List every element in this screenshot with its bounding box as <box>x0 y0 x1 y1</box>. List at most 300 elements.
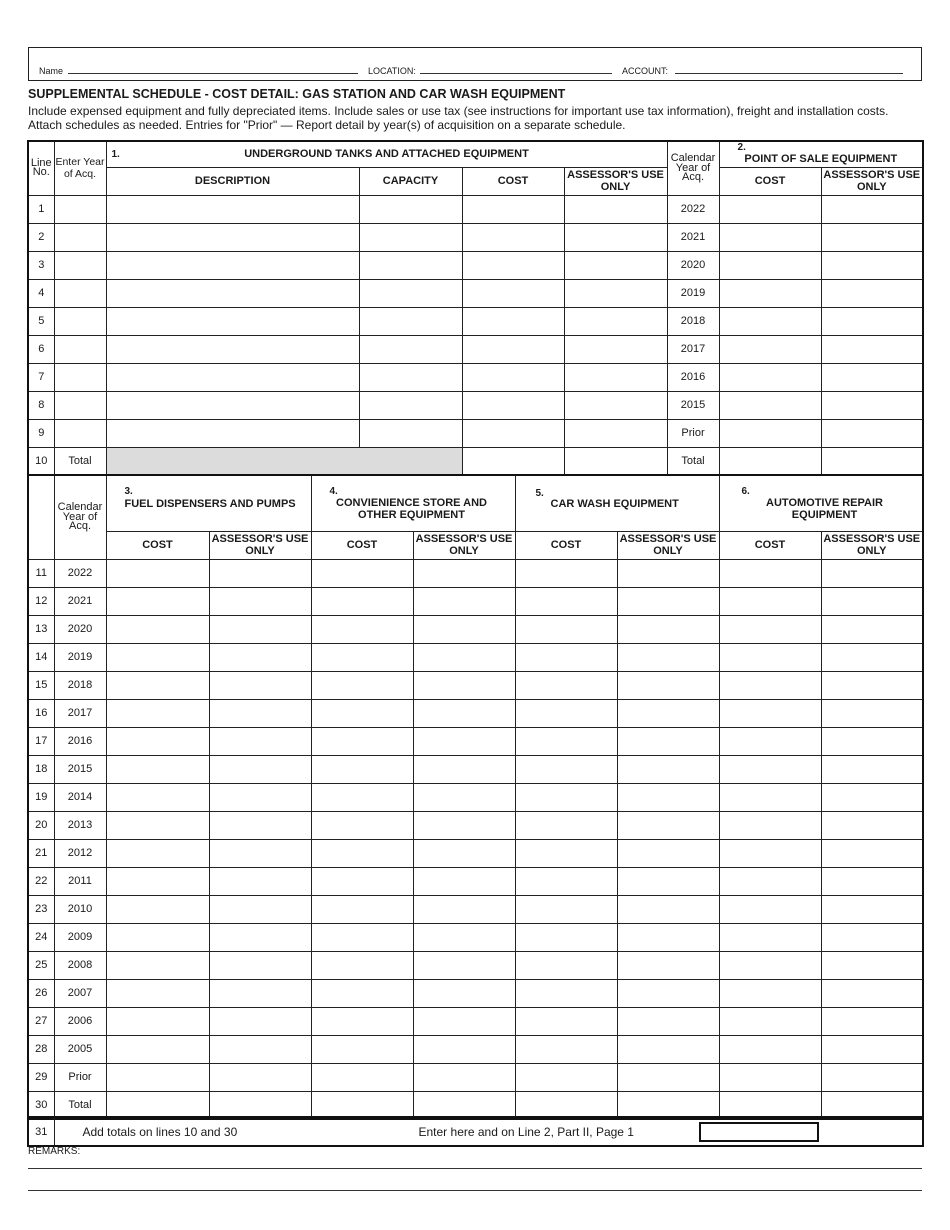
car-wash-assessor-input[interactable] <box>618 988 719 999</box>
fuel-dispensers-cost-cell[interactable] <box>106 755 209 783</box>
line-31-total-input[interactable] <box>701 1124 821 1142</box>
tank-assessor-input[interactable] <box>565 344 667 355</box>
auto-repair-assessor-cell[interactable] <box>821 755 923 783</box>
auto-repair-cost-cell[interactable] <box>719 951 821 979</box>
fuel-dispensers-cost-cell[interactable] <box>106 1007 209 1035</box>
tank-cost-cell[interactable] <box>462 223 564 251</box>
car-wash-assessor-input[interactable] <box>618 1016 719 1027</box>
car-wash-assessor-input[interactable] <box>618 1072 719 1083</box>
pos-assessor-input[interactable] <box>822 316 923 327</box>
convenience-store-assessor-cell[interactable] <box>413 951 515 979</box>
convenience-store-assessor-cell[interactable] <box>413 699 515 727</box>
convenience-store-cost-cell[interactable] <box>311 867 413 895</box>
convenience-store-cost-cell[interactable] <box>311 1063 413 1091</box>
auto-repair-cost-cell[interactable] <box>719 783 821 811</box>
convenience-store-assessor-input[interactable] <box>414 708 515 719</box>
account-input[interactable] <box>675 60 903 73</box>
car-wash-assessor-input[interactable] <box>618 568 719 579</box>
tank-assessor-input[interactable] <box>565 316 667 327</box>
auto-repair-assessor-input[interactable] <box>822 1072 923 1083</box>
tank-assessor-input[interactable] <box>565 204 667 215</box>
fuel-dispensers-assessor-cell[interactable] <box>209 615 311 643</box>
tank-cost-cell[interactable] <box>462 251 564 279</box>
car-wash-assessor-input[interactable] <box>618 960 719 971</box>
convenience-store-cost-input[interactable] <box>312 680 413 691</box>
auto-repair-cost-input[interactable] <box>720 736 821 747</box>
car-wash-assessor-cell[interactable] <box>617 1007 719 1035</box>
tank-cost-input[interactable] <box>463 232 564 243</box>
fuel-dispensers-assessor-input[interactable] <box>210 988 311 999</box>
pos-assessor-input[interactable] <box>822 260 923 271</box>
car-wash-cost-cell[interactable] <box>515 811 617 839</box>
auto-repair-assessor-input[interactable] <box>822 960 923 971</box>
convenience-store-assessor-input[interactable] <box>414 932 515 943</box>
car-wash-cost-input[interactable] <box>516 708 617 719</box>
convenience-store-cost-cell[interactable] <box>311 615 413 643</box>
auto-repair-cost-cell[interactable] <box>719 727 821 755</box>
description-input[interactable] <box>107 232 359 243</box>
convenience-store-cost-input[interactable] <box>312 988 413 999</box>
car-wash-cost-input[interactable] <box>516 652 617 663</box>
car-wash-cost-cell[interactable] <box>515 951 617 979</box>
auto-repair-assessor-cell[interactable] <box>821 923 923 951</box>
convenience-store-cost-cell[interactable] <box>311 755 413 783</box>
fuel-dispensers-cost-cell[interactable] <box>106 615 209 643</box>
car-wash-cost-cell[interactable] <box>515 727 617 755</box>
auto-repair-assessor-cell[interactable] <box>821 1063 923 1091</box>
pos-assessor-input[interactable] <box>822 344 923 355</box>
convenience-store-assessor-input[interactable] <box>414 596 515 607</box>
car-wash-cost-cell[interactable] <box>515 671 617 699</box>
auto-repair-assessor-cell[interactable] <box>821 587 923 615</box>
car-wash-cost-input[interactable] <box>516 932 617 943</box>
car-wash-cost-cell[interactable] <box>515 1091 617 1119</box>
fuel-dispensers-cost-input[interactable] <box>107 736 209 747</box>
auto-repair-assessor-input[interactable] <box>822 1044 923 1055</box>
car-wash-assessor-cell[interactable] <box>617 1063 719 1091</box>
fuel-dispensers-assessor-cell[interactable] <box>209 1091 311 1119</box>
car-wash-assessor-cell[interactable] <box>617 699 719 727</box>
pos-assessor-input[interactable] <box>822 232 923 243</box>
fuel-dispensers-assessor-input[interactable] <box>210 904 311 915</box>
pos-assessor-input[interactable] <box>822 400 923 411</box>
convenience-store-cost-input[interactable] <box>312 568 413 579</box>
pos-cost-cell[interactable] <box>719 363 821 391</box>
fuel-dispensers-assessor-cell[interactable] <box>209 587 311 615</box>
tank-assessor-input[interactable] <box>565 400 667 411</box>
auto-repair-assessor-cell[interactable] <box>821 951 923 979</box>
convenience-store-cost-cell[interactable] <box>311 1091 413 1119</box>
description-input[interactable] <box>107 400 359 411</box>
convenience-store-cost-cell[interactable] <box>311 783 413 811</box>
year-of-acq-input[interactable] <box>55 316 106 327</box>
fuel-dispensers-assessor-cell[interactable] <box>209 951 311 979</box>
convenience-store-assessor-input[interactable] <box>414 1016 515 1027</box>
fuel-dispensers-assessor-input[interactable] <box>210 820 311 831</box>
car-wash-assessor-cell[interactable] <box>617 671 719 699</box>
fuel-dispensers-assessor-input[interactable] <box>210 1044 311 1055</box>
fuel-dispensers-assessor-input[interactable] <box>210 1100 311 1111</box>
pos-total-assessor-cell[interactable] <box>821 447 923 475</box>
total-cost-cell[interactable] <box>462 447 564 475</box>
year-of-acq-input[interactable] <box>55 372 106 383</box>
capacity-input[interactable] <box>360 344 462 355</box>
car-wash-cost-input[interactable] <box>516 904 617 915</box>
car-wash-assessor-input[interactable] <box>618 596 719 607</box>
fuel-dispensers-assessor-input[interactable] <box>210 960 311 971</box>
auto-repair-cost-cell[interactable] <box>719 839 821 867</box>
fuel-dispensers-assessor-cell[interactable] <box>209 1063 311 1091</box>
tank-cost-cell[interactable] <box>462 307 564 335</box>
pos-total-cost-cell[interactable] <box>719 447 821 475</box>
fuel-dispensers-cost-input[interactable] <box>107 568 209 579</box>
convenience-store-cost-input[interactable] <box>312 596 413 607</box>
fuel-dispensers-cost-cell[interactable] <box>106 559 209 587</box>
capacity-cell[interactable] <box>359 223 462 251</box>
tank-assessor-input[interactable] <box>565 428 667 439</box>
auto-repair-assessor-input[interactable] <box>822 820 923 831</box>
pos-cost-cell[interactable] <box>719 195 821 223</box>
capacity-input[interactable] <box>360 232 462 243</box>
year-of-acq-cell[interactable] <box>54 363 106 391</box>
auto-repair-assessor-cell[interactable] <box>821 811 923 839</box>
convenience-store-assessor-cell[interactable] <box>413 643 515 671</box>
description-cell[interactable] <box>106 363 359 391</box>
name-input[interactable] <box>68 60 358 73</box>
auto-repair-cost-input[interactable] <box>720 1044 821 1055</box>
fuel-dispensers-cost-input[interactable] <box>107 904 209 915</box>
fuel-dispensers-cost-input[interactable] <box>107 680 209 691</box>
description-input[interactable] <box>107 428 359 439</box>
auto-repair-cost-input[interactable] <box>720 792 821 803</box>
convenience-store-cost-input[interactable] <box>312 624 413 635</box>
pos-cost-input[interactable] <box>720 428 821 439</box>
car-wash-cost-cell[interactable] <box>515 867 617 895</box>
auto-repair-cost-cell[interactable] <box>719 923 821 951</box>
convenience-store-assessor-cell[interactable] <box>413 587 515 615</box>
fuel-dispensers-cost-input[interactable] <box>107 1044 209 1055</box>
auto-repair-assessor-cell[interactable] <box>821 699 923 727</box>
pos-cost-input[interactable] <box>720 316 821 327</box>
fuel-dispensers-cost-cell[interactable] <box>106 951 209 979</box>
description-cell[interactable] <box>106 223 359 251</box>
convenience-store-assessor-cell[interactable] <box>413 755 515 783</box>
auto-repair-cost-input[interactable] <box>720 820 821 831</box>
tank-assessor-cell[interactable] <box>564 391 667 419</box>
convenience-store-assessor-input[interactable] <box>414 820 515 831</box>
fuel-dispensers-assessor-cell[interactable] <box>209 867 311 895</box>
car-wash-cost-input[interactable] <box>516 792 617 803</box>
auto-repair-cost-cell[interactable] <box>719 699 821 727</box>
auto-repair-assessor-input[interactable] <box>822 568 923 579</box>
pos-assessor-input[interactable] <box>822 372 923 383</box>
auto-repair-assessor-input[interactable] <box>822 764 923 775</box>
description-cell[interactable] <box>106 391 359 419</box>
fuel-dispensers-assessor-cell[interactable] <box>209 671 311 699</box>
car-wash-cost-input[interactable] <box>516 1044 617 1055</box>
car-wash-cost-cell[interactable] <box>515 699 617 727</box>
car-wash-cost-input[interactable] <box>516 624 617 635</box>
car-wash-cost-input[interactable] <box>516 876 617 887</box>
car-wash-assessor-cell[interactable] <box>617 979 719 1007</box>
car-wash-assessor-input[interactable] <box>618 792 719 803</box>
capacity-cell[interactable] <box>359 419 462 447</box>
fuel-dispensers-assessor-input[interactable] <box>210 652 311 663</box>
convenience-store-assessor-input[interactable] <box>414 960 515 971</box>
car-wash-assessor-input[interactable] <box>618 624 719 635</box>
convenience-store-cost-cell[interactable] <box>311 895 413 923</box>
year-of-acq-input[interactable] <box>55 288 106 299</box>
description-input[interactable] <box>107 204 359 215</box>
year-of-acq-cell[interactable] <box>54 307 106 335</box>
convenience-store-assessor-cell[interactable] <box>413 923 515 951</box>
convenience-store-assessor-input[interactable] <box>414 680 515 691</box>
auto-repair-assessor-input[interactable] <box>822 848 923 859</box>
car-wash-cost-cell[interactable] <box>515 1007 617 1035</box>
auto-repair-assessor-cell[interactable] <box>821 559 923 587</box>
convenience-store-cost-input[interactable] <box>312 960 413 971</box>
convenience-store-assessor-input[interactable] <box>414 988 515 999</box>
pos-cost-input[interactable] <box>720 344 821 355</box>
convenience-store-cost-input[interactable] <box>312 904 413 915</box>
car-wash-assessor-cell[interactable] <box>617 951 719 979</box>
convenience-store-cost-cell[interactable] <box>311 923 413 951</box>
convenience-store-cost-input[interactable] <box>312 708 413 719</box>
description-input[interactable] <box>107 316 359 327</box>
description-cell[interactable] <box>106 419 359 447</box>
auto-repair-cost-input[interactable] <box>720 988 821 999</box>
total-cost-input[interactable] <box>463 456 564 467</box>
car-wash-assessor-cell[interactable] <box>617 1035 719 1063</box>
capacity-cell[interactable] <box>359 195 462 223</box>
car-wash-cost-input[interactable] <box>516 680 617 691</box>
convenience-store-assessor-cell[interactable] <box>413 839 515 867</box>
convenience-store-cost-input[interactable] <box>312 792 413 803</box>
car-wash-assessor-cell[interactable] <box>617 867 719 895</box>
fuel-dispensers-cost-cell[interactable] <box>106 699 209 727</box>
auto-repair-assessor-input[interactable] <box>822 596 923 607</box>
convenience-store-cost-cell[interactable] <box>311 1007 413 1035</box>
fuel-dispensers-cost-cell[interactable] <box>106 643 209 671</box>
auto-repair-assessor-input[interactable] <box>822 792 923 803</box>
capacity-cell[interactable] <box>359 251 462 279</box>
auto-repair-assessor-cell[interactable] <box>821 783 923 811</box>
auto-repair-assessor-cell[interactable] <box>821 979 923 1007</box>
auto-repair-assessor-cell[interactable] <box>821 1091 923 1119</box>
convenience-store-assessor-cell[interactable] <box>413 811 515 839</box>
convenience-store-cost-input[interactable] <box>312 848 413 859</box>
pos-assessor-cell[interactable] <box>821 279 923 307</box>
fuel-dispensers-assessor-cell[interactable] <box>209 1007 311 1035</box>
auto-repair-cost-input[interactable] <box>720 764 821 775</box>
description-input[interactable] <box>107 344 359 355</box>
fuel-dispensers-cost-cell[interactable] <box>106 587 209 615</box>
tank-assessor-cell[interactable] <box>564 419 667 447</box>
auto-repair-cost-cell[interactable] <box>719 1035 821 1063</box>
year-of-acq-cell[interactable] <box>54 223 106 251</box>
year-of-acq-input[interactable] <box>55 400 106 411</box>
convenience-store-assessor-cell[interactable] <box>413 559 515 587</box>
auto-repair-cost-cell[interactable] <box>719 895 821 923</box>
auto-repair-cost-input[interactable] <box>720 1100 821 1111</box>
fuel-dispensers-cost-input[interactable] <box>107 792 209 803</box>
auto-repair-cost-input[interactable] <box>720 960 821 971</box>
fuel-dispensers-assessor-cell[interactable] <box>209 979 311 1007</box>
description-input[interactable] <box>107 288 359 299</box>
convenience-store-assessor-input[interactable] <box>414 848 515 859</box>
fuel-dispensers-assessor-cell[interactable] <box>209 839 311 867</box>
pos-cost-cell[interactable] <box>719 251 821 279</box>
fuel-dispensers-cost-cell[interactable] <box>106 671 209 699</box>
auto-repair-cost-cell[interactable] <box>719 755 821 783</box>
description-cell[interactable] <box>106 195 359 223</box>
fuel-dispensers-cost-input[interactable] <box>107 708 209 719</box>
convenience-store-cost-input[interactable] <box>312 820 413 831</box>
tank-cost-cell[interactable] <box>462 391 564 419</box>
convenience-store-assessor-cell[interactable] <box>413 615 515 643</box>
auto-repair-assessor-input[interactable] <box>822 708 923 719</box>
auto-repair-cost-cell[interactable] <box>719 1007 821 1035</box>
tank-assessor-cell[interactable] <box>564 279 667 307</box>
capacity-cell[interactable] <box>359 335 462 363</box>
convenience-store-assessor-input[interactable] <box>414 1100 515 1111</box>
tank-cost-cell[interactable] <box>462 335 564 363</box>
convenience-store-cost-cell[interactable] <box>311 811 413 839</box>
convenience-store-assessor-input[interactable] <box>414 764 515 775</box>
auto-repair-cost-input[interactable] <box>720 848 821 859</box>
auto-repair-assessor-cell[interactable] <box>821 895 923 923</box>
convenience-store-cost-input[interactable] <box>312 932 413 943</box>
auto-repair-cost-input[interactable] <box>720 680 821 691</box>
convenience-store-assessor-cell[interactable] <box>413 895 515 923</box>
auto-repair-assessor-cell[interactable] <box>821 839 923 867</box>
convenience-store-cost-input[interactable] <box>312 1016 413 1027</box>
car-wash-assessor-cell[interactable] <box>617 587 719 615</box>
fuel-dispensers-assessor-cell[interactable] <box>209 755 311 783</box>
auto-repair-assessor-input[interactable] <box>822 932 923 943</box>
car-wash-assessor-input[interactable] <box>618 708 719 719</box>
pos-assessor-cell[interactable] <box>821 223 923 251</box>
tank-cost-input[interactable] <box>463 400 564 411</box>
auto-repair-cost-cell[interactable] <box>719 643 821 671</box>
auto-repair-cost-input[interactable] <box>720 1072 821 1083</box>
fuel-dispensers-assessor-cell[interactable] <box>209 1035 311 1063</box>
year-of-acq-cell[interactable] <box>54 419 106 447</box>
pos-cost-input[interactable] <box>720 260 821 271</box>
pos-assessor-input[interactable] <box>822 428 923 439</box>
car-wash-cost-cell[interactable] <box>515 839 617 867</box>
car-wash-assessor-cell[interactable] <box>617 755 719 783</box>
convenience-store-assessor-cell[interactable] <box>413 867 515 895</box>
capacity-input[interactable] <box>360 260 462 271</box>
auto-repair-assessor-input[interactable] <box>822 904 923 915</box>
car-wash-assessor-cell[interactable] <box>617 727 719 755</box>
fuel-dispensers-assessor-input[interactable] <box>210 1016 311 1027</box>
tank-cost-cell[interactable] <box>462 419 564 447</box>
auto-repair-assessor-cell[interactable] <box>821 615 923 643</box>
fuel-dispensers-assessor-input[interactable] <box>210 624 311 635</box>
auto-repair-assessor-input[interactable] <box>822 680 923 691</box>
convenience-store-assessor-input[interactable] <box>414 792 515 803</box>
car-wash-cost-input[interactable] <box>516 736 617 747</box>
capacity-input[interactable] <box>360 316 462 327</box>
tank-cost-cell[interactable] <box>462 279 564 307</box>
tank-assessor-input[interactable] <box>565 372 667 383</box>
auto-repair-assessor-cell[interactable] <box>821 671 923 699</box>
year-of-acq-cell[interactable] <box>54 279 106 307</box>
car-wash-cost-input[interactable] <box>516 820 617 831</box>
fuel-dispensers-cost-input[interactable] <box>107 960 209 971</box>
fuel-dispensers-cost-input[interactable] <box>107 624 209 635</box>
car-wash-cost-input[interactable] <box>516 848 617 859</box>
fuel-dispensers-cost-cell[interactable] <box>106 811 209 839</box>
fuel-dispensers-assessor-cell[interactable] <box>209 895 311 923</box>
fuel-dispensers-cost-input[interactable] <box>107 1100 209 1111</box>
convenience-store-cost-cell[interactable] <box>311 699 413 727</box>
car-wash-cost-cell[interactable] <box>515 979 617 1007</box>
year-of-acq-input[interactable] <box>55 344 106 355</box>
fuel-dispensers-cost-cell[interactable] <box>106 1035 209 1063</box>
car-wash-cost-cell[interactable] <box>515 923 617 951</box>
description-input[interactable] <box>107 260 359 271</box>
car-wash-cost-cell[interactable] <box>515 615 617 643</box>
fuel-dispensers-assessor-input[interactable] <box>210 596 311 607</box>
fuel-dispensers-assessor-cell[interactable] <box>209 727 311 755</box>
capacity-input[interactable] <box>360 288 462 299</box>
convenience-store-cost-cell[interactable] <box>311 727 413 755</box>
tank-cost-input[interactable] <box>463 372 564 383</box>
auto-repair-assessor-input[interactable] <box>822 1016 923 1027</box>
auto-repair-cost-cell[interactable] <box>719 559 821 587</box>
auto-repair-assessor-input[interactable] <box>822 652 923 663</box>
pos-cost-cell[interactable] <box>719 419 821 447</box>
auto-repair-cost-input[interactable] <box>720 1016 821 1027</box>
auto-repair-cost-input[interactable] <box>720 568 821 579</box>
capacity-input[interactable] <box>360 204 462 215</box>
convenience-store-cost-cell[interactable] <box>311 839 413 867</box>
auto-repair-assessor-input[interactable] <box>822 876 923 887</box>
auto-repair-cost-cell[interactable] <box>719 867 821 895</box>
convenience-store-cost-cell[interactable] <box>311 587 413 615</box>
auto-repair-cost-input[interactable] <box>720 708 821 719</box>
convenience-store-cost-cell[interactable] <box>311 979 413 1007</box>
convenience-store-assessor-input[interactable] <box>414 1044 515 1055</box>
car-wash-assessor-input[interactable] <box>618 1100 719 1111</box>
car-wash-cost-cell[interactable] <box>515 559 617 587</box>
tank-assessor-input[interactable] <box>565 288 667 299</box>
convenience-store-assessor-cell[interactable] <box>413 979 515 1007</box>
pos-cost-input[interactable] <box>720 204 821 215</box>
year-of-acq-input[interactable] <box>55 204 106 215</box>
pos-cost-input[interactable] <box>720 372 821 383</box>
convenience-store-cost-cell[interactable] <box>311 643 413 671</box>
car-wash-assessor-input[interactable] <box>618 680 719 691</box>
convenience-store-assessor-cell[interactable] <box>413 783 515 811</box>
tank-cost-input[interactable] <box>463 204 564 215</box>
capacity-cell[interactable] <box>359 363 462 391</box>
convenience-store-cost-input[interactable] <box>312 736 413 747</box>
tank-cost-cell[interactable] <box>462 363 564 391</box>
pos-assessor-input[interactable] <box>822 204 923 215</box>
tank-assessor-cell[interactable] <box>564 307 667 335</box>
fuel-dispensers-assessor-input[interactable] <box>210 680 311 691</box>
auto-repair-cost-cell[interactable] <box>719 615 821 643</box>
pos-cost-cell[interactable] <box>719 391 821 419</box>
capacity-cell[interactable] <box>359 307 462 335</box>
remarks-input-1[interactable] <box>28 1152 922 1167</box>
total-assessor-input[interactable] <box>565 456 667 467</box>
fuel-dispensers-assessor-input[interactable] <box>210 792 311 803</box>
